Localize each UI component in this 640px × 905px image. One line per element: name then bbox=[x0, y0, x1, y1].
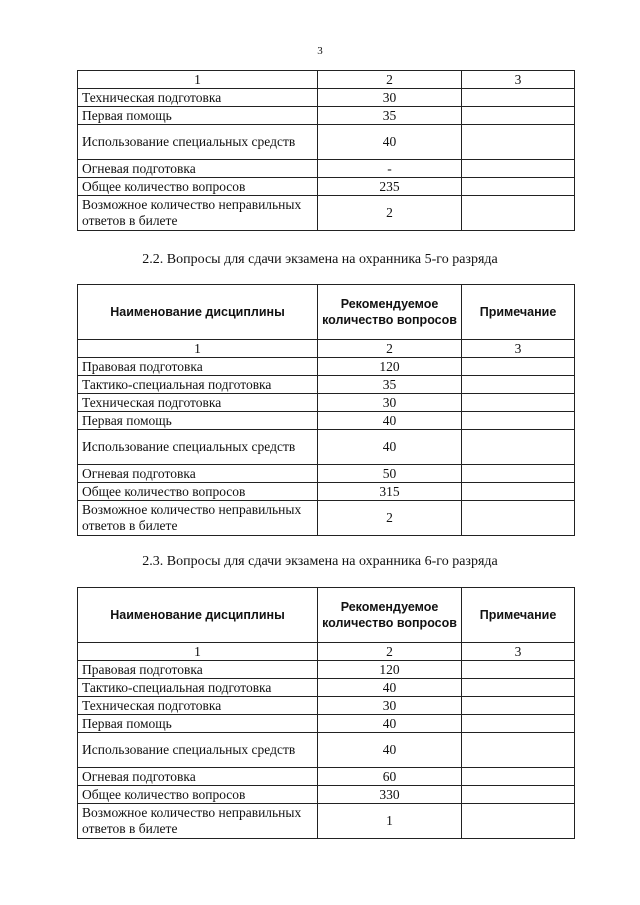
table-row bbox=[78, 412, 575, 430]
table-row bbox=[78, 661, 575, 679]
column-header: Примечание bbox=[462, 588, 575, 643]
header-row bbox=[78, 588, 575, 643]
note-cell bbox=[462, 483, 575, 501]
discipline-name: Правовая подготовка bbox=[78, 358, 318, 376]
column-header: Рекомендуемое количество вопросов bbox=[318, 285, 462, 340]
page-number: 3 bbox=[317, 45, 323, 57]
question-count: 50 bbox=[318, 465, 462, 483]
table-row bbox=[78, 376, 575, 394]
question-count: 120 bbox=[318, 661, 462, 679]
note-cell bbox=[462, 107, 575, 125]
note-cell bbox=[462, 715, 575, 733]
discipline-name: Использование специальных средств bbox=[78, 125, 318, 160]
discipline-name: Общее количество вопросов bbox=[78, 786, 318, 804]
index-cell: 2 bbox=[318, 643, 462, 661]
index-cell: 3 bbox=[462, 340, 575, 358]
index-cell: 1 bbox=[78, 71, 318, 89]
header-row bbox=[78, 285, 575, 340]
discipline-name: Общее количество вопросов bbox=[78, 178, 318, 196]
note-cell bbox=[462, 376, 575, 394]
discipline-name: Первая помощь bbox=[78, 715, 318, 733]
index-row bbox=[78, 71, 575, 89]
note-cell bbox=[462, 412, 575, 430]
question-count: 40 bbox=[318, 679, 462, 697]
question-count: 30 bbox=[318, 394, 462, 412]
question-count: 35 bbox=[318, 376, 462, 394]
index-cell: 2 bbox=[318, 340, 462, 358]
table-row bbox=[78, 430, 575, 465]
note-cell bbox=[462, 89, 575, 107]
table-row bbox=[78, 358, 575, 376]
index-cell: 3 bbox=[462, 71, 575, 89]
discipline-name: Общее количество вопросов bbox=[78, 483, 318, 501]
discipline-name: Использование специальных средств bbox=[78, 430, 318, 465]
note-cell bbox=[462, 661, 575, 679]
question-count: 40 bbox=[318, 412, 462, 430]
note-cell bbox=[462, 358, 575, 376]
index-cell: 2 bbox=[318, 71, 462, 89]
table-continued bbox=[77, 70, 575, 231]
table-row bbox=[78, 125, 575, 160]
discipline-name: Возможное количество неправильных ответов в билете bbox=[78, 501, 318, 536]
table-row bbox=[78, 160, 575, 178]
note-cell bbox=[462, 786, 575, 804]
discipline-name: Тактико-специальная подготовка bbox=[78, 679, 318, 697]
discipline-name: Использование специальных средств bbox=[78, 733, 318, 768]
table-row bbox=[78, 697, 575, 715]
column-header: Примечание bbox=[462, 285, 575, 340]
table-row bbox=[78, 394, 575, 412]
note-cell bbox=[462, 501, 575, 536]
index-cell: 1 bbox=[78, 643, 318, 661]
discipline-name: Тактико-специальная подготовка bbox=[78, 376, 318, 394]
question-count: 120 bbox=[318, 358, 462, 376]
discipline-name: Огневая подготовка bbox=[78, 160, 318, 178]
note-cell bbox=[462, 465, 575, 483]
table-row bbox=[78, 768, 575, 786]
table-row bbox=[78, 107, 575, 125]
note-cell bbox=[462, 697, 575, 715]
index-cell: 3 bbox=[462, 643, 575, 661]
question-count: 35 bbox=[318, 107, 462, 125]
table-grade-5 bbox=[77, 284, 575, 536]
discipline-name: Возможное количество неправильных ответов в билете bbox=[78, 804, 318, 839]
question-count: 60 bbox=[318, 768, 462, 786]
table-row bbox=[78, 483, 575, 501]
table-row bbox=[78, 679, 575, 697]
note-cell bbox=[462, 160, 575, 178]
table-row bbox=[78, 786, 575, 804]
index-cell: 1 bbox=[78, 340, 318, 358]
note-cell bbox=[462, 804, 575, 839]
question-count: 2 bbox=[318, 196, 462, 231]
discipline-name: Техническая подготовка bbox=[78, 89, 318, 107]
question-count: 40 bbox=[318, 733, 462, 768]
table-row bbox=[78, 804, 575, 839]
table-row bbox=[78, 465, 575, 483]
question-count: 330 bbox=[318, 786, 462, 804]
discipline-name: Огневая подготовка bbox=[78, 465, 318, 483]
question-count: 315 bbox=[318, 483, 462, 501]
note-cell bbox=[462, 178, 575, 196]
table-row bbox=[78, 178, 575, 196]
note-cell bbox=[462, 679, 575, 697]
discipline-name: Возможное количество неправильных ответов в билете bbox=[78, 196, 318, 231]
question-count: 235 bbox=[318, 178, 462, 196]
index-row bbox=[78, 340, 575, 358]
table-grade-6 bbox=[77, 587, 575, 839]
note-cell bbox=[462, 394, 575, 412]
table-row bbox=[78, 715, 575, 733]
note-cell bbox=[462, 430, 575, 465]
column-header: Рекомендуемое количество вопросов bbox=[318, 588, 462, 643]
note-cell bbox=[462, 768, 575, 786]
table-row bbox=[78, 89, 575, 107]
question-count: - bbox=[318, 160, 462, 178]
note-cell bbox=[462, 733, 575, 768]
discipline-name: Первая помощь bbox=[78, 412, 318, 430]
question-count: 30 bbox=[318, 89, 462, 107]
discipline-name: Первая помощь bbox=[78, 107, 318, 125]
table-row bbox=[78, 196, 575, 231]
table-row bbox=[78, 501, 575, 536]
discipline-name: Техническая подготовка bbox=[78, 394, 318, 412]
question-count: 40 bbox=[318, 715, 462, 733]
column-header: Наименование дисциплины bbox=[78, 285, 318, 340]
discipline-name: Техническая подготовка bbox=[78, 697, 318, 715]
section-title-6: 2.3. Вопросы для сдачи экзамена на охранника 6-го разряда bbox=[142, 554, 498, 569]
note-cell bbox=[462, 125, 575, 160]
question-count: 1 bbox=[318, 804, 462, 839]
table-row bbox=[78, 733, 575, 768]
discipline-name: Правовая подготовка bbox=[78, 661, 318, 679]
question-count: 30 bbox=[318, 697, 462, 715]
column-header: Наименование дисциплины bbox=[78, 588, 318, 643]
section-title-5: 2.2. Вопросы для сдачи экзамена на охранника 5-го разряда bbox=[142, 252, 498, 267]
index-row bbox=[78, 643, 575, 661]
question-count: 40 bbox=[318, 125, 462, 160]
note-cell bbox=[462, 196, 575, 231]
question-count: 2 bbox=[318, 501, 462, 536]
discipline-name: Огневая подготовка bbox=[78, 768, 318, 786]
question-count: 40 bbox=[318, 430, 462, 465]
